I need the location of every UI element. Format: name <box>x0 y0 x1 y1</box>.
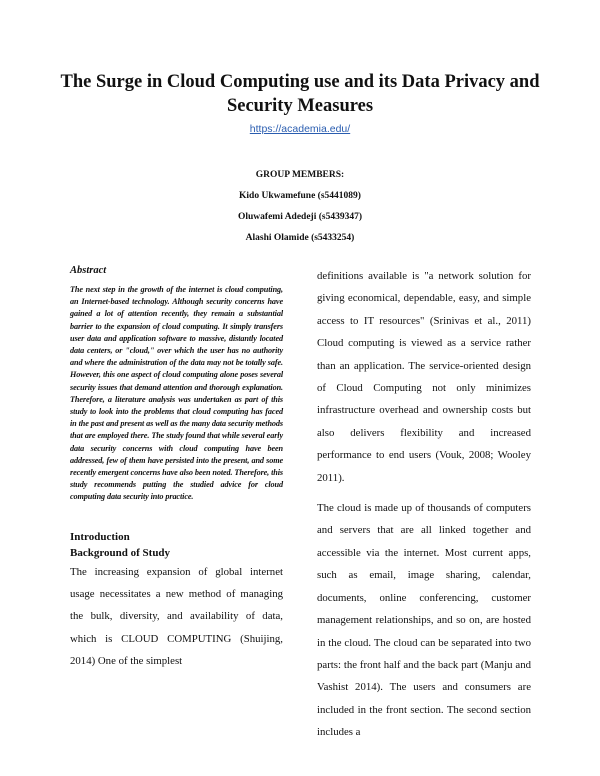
background-subheading: Background of Study <box>70 546 171 559</box>
introduction-paragraph: The increasing expansion of global internet usage necessitates a new method of managing the bulk, diversity, and availability of data, which is CLOUD COMPUTING (Shuijing, 2014) One of the simplest <box>70 565 283 668</box>
member-name: Alashi Olamide (s5433254) <box>245 233 355 243</box>
paper-title: The Surge in Cloud Computing use and its Data Privacy and Security Measures <box>60 72 540 116</box>
body-paragraph-2: The cloud is made up of thousands of computers and servers that are all linked together and accessible via the internet. Most current apps, such as email, image sharing, calendar, documents, online conferencing, customer management relationships, and so on, are hosted in the cloud. The cloud can be separated into two parts: the front half and the back part (Manju and Vashist 2014). The users and consumers are included in the front section. The second section includes a <box>317 502 531 739</box>
abstract-text: The next step in the growth of the internet is cloud computing, an Internet-based technology. Although security concerns have gained a lot of attention recently, they remain a substantial barrier to the expansion of cloud computing. It simply transfers user data and application software to massive, distantly located data centers, or "cloud," over which the user has no authority and where the administration of the data may not be totally safe. However, this one aspect of cloud computing alone poses several security issues that demand attention and thorough explanation. Therefore, a literature analysis was undertaken as part of this study to look into the problems that cloud computing has faced in the past and present as well as the many data security methods that are employed there. The study found that while several early data security concerns with cloud computing have been addressed, few of them have persisted into the present, and some recently emergent concerns have also been noted. Therefore, this study recommends putting the studied advice for cloud computing data security into practice. <box>70 285 283 502</box>
right-column <box>317 265 531 744</box>
group-members <box>0 165 600 249</box>
introduction-heading: Introduction <box>70 530 130 543</box>
left-column <box>70 265 283 673</box>
member-name: Kido Ukwamefune (s5441089) <box>239 191 361 201</box>
body-paragraph-1: definitions available is "a network solution for giving economical, dependable, easy, and simple access to IT resources" (Srinivas et al., 2011) Cloud computing is viewed as a service rather than an application. The service-oriented design of Cloud Computing not only minimizes infrastructure overhead and ownership costs but also delivers flexibility and increased performance to end users (Vouk, 2008; Wooley 2011). <box>317 270 531 484</box>
abstract-heading: Abstract <box>70 265 107 276</box>
group-members-heading: GROUP MEMBERS: <box>255 170 345 180</box>
member-name: Oluwafemi Adedeji (s5439347) <box>237 212 363 222</box>
source-link[interactable]: https://academia.edu/ <box>249 123 351 135</box>
